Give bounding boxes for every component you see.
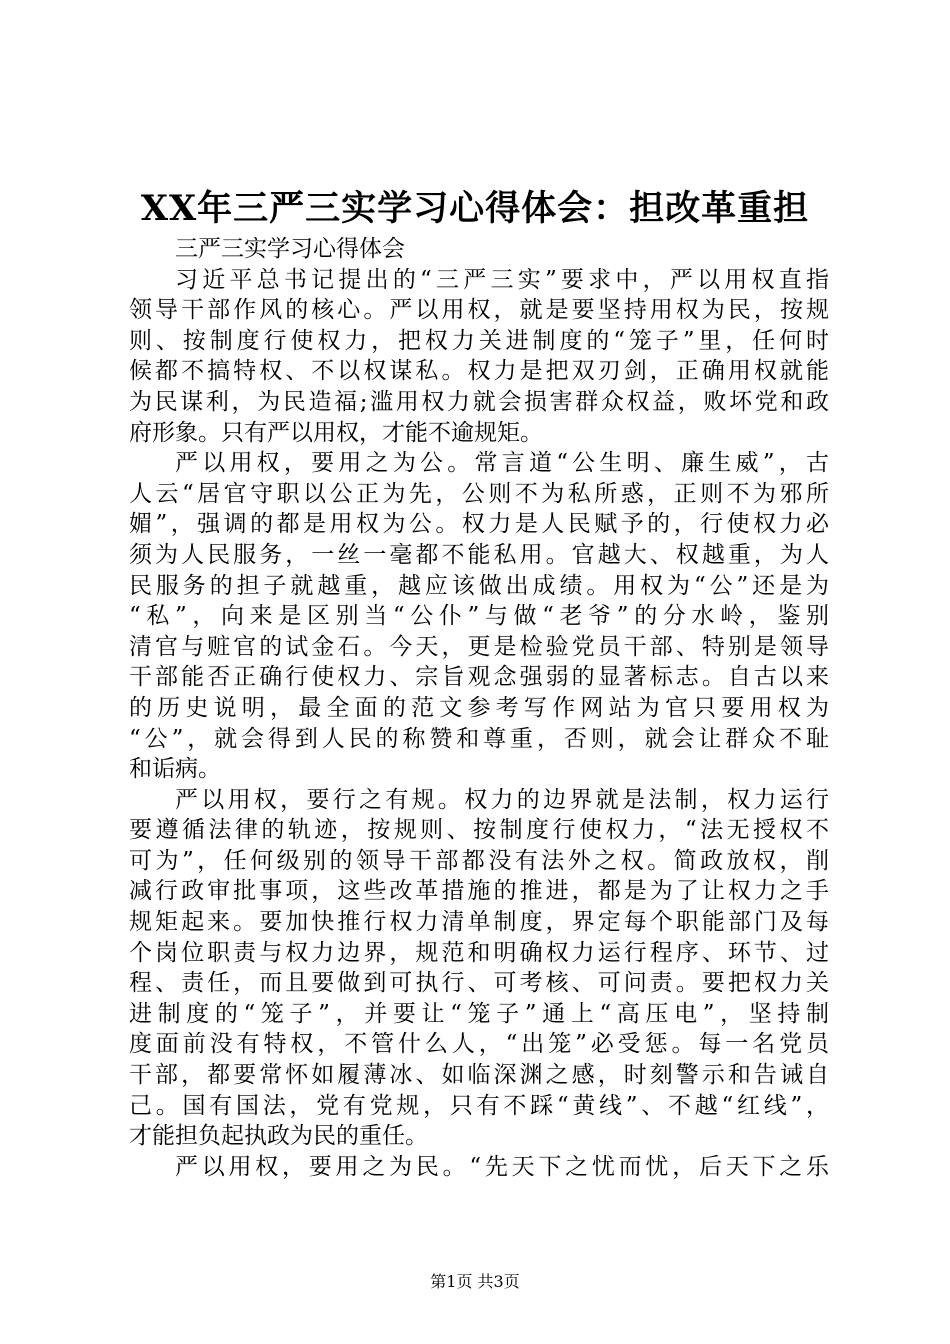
page-footer: 第1页 共3页 [430,1272,520,1291]
text-line: 要遵循法律的轨迹，按规则、按制度行使权力，“法无授权不 [129,817,829,844]
text-line: “私”，向来是区别当“公仆”与做“老爷”的分水岭，鉴别 [129,603,829,630]
text-line: 民服务的担子就越重，越应该做出成绩。用权为“公”还是为 [129,572,829,599]
text-line: 候都不搞特权、不以权谋私。权力是把双刃剑，正确用权就能 [129,358,829,385]
text-line: 严以用权，要行之有规。权力的边界就是法制，权力运行 [175,786,829,813]
text-line: 减行政审批事项，这些改革措施的推进，都是为了让权力之手 [129,878,829,905]
text-line: 严以用权，要用之为民。“先天下之忧而忧，后天下之乐 [175,1153,829,1180]
text-line: 和诟病。 [129,756,221,783]
document-title: XX年三严三实学习心得体会：担改革重担 [140,188,810,229]
text-line: 清官与赃官的试金石。今天，更是检验党员干部、特别是领导 [129,633,829,660]
text-line: 府形象。只有严以用权，才能不逾规矩。 [129,419,543,446]
text-line: 才能担负起执政为民的重任。 [129,1123,428,1150]
text-line: “公”，就会得到人民的称赞和尊重，否则，就会让群众不耻 [129,725,829,752]
text-line: 习近平总书记提出的“三严三实”要求中，严以用权直指 [175,266,829,293]
text-line: 干部能否正确行使权力、宗旨观念强弱的显著标志。自古以来 [129,664,829,691]
text-line: 严以用权，要用之为公。常言道“公生明、廉生威”，古 [175,450,829,477]
text-line: 为民谋利，为民造福;滥用权力就会损害群众权益，败坏党和政 [129,388,829,415]
text-line: 程、责任，而且要做到可执行、可考核、可问责。要把权力关 [129,970,829,997]
text-line: 进制度的“笼子”，并要让“笼子”通上“高压电”，坚持制 [129,1000,829,1027]
text-line: 三严三实学习心得体会 [175,236,405,262]
text-line: 须为人民服务，一丝一毫都不能私用。官越大、权越重，为人 [129,541,829,568]
text-line: 己。国有国法，党有党规，只有不踩“黄线”、不越“红线”， [129,1092,829,1119]
text-line: 个岗位职责与权力边界，规范和明确权力运行程序、环节、过 [129,939,829,966]
text-line: 媚”，强调的都是用权为公。权力是人民赋予的，行使权力必 [129,511,829,538]
text-line: 度面前没有特权，不管什么人，“出笼”必受惩。每一名党员 [129,1031,829,1058]
text-line: 规矩起来。要加快推行权力清单制度，界定每个职能部门及每 [129,909,829,936]
text-line: 可为”，任何级别的领导干部都没有法外之权。简政放权，削 [129,847,829,874]
text-line: 则、按制度行使权力，把权力关进制度的“笼子”里，任何时 [129,327,829,354]
text-line: 干部，都要常怀如履薄冰、如临深渊之感，时刻警示和告诫自 [129,1062,829,1089]
text-line: 人云“居官守职以公正为先，公则不为私所惑，正则不为邪所 [129,480,829,507]
document-body [129,234,829,1182]
text-line: 的历史说明，最全面的范文参考写作网站为官只要用权为 [129,694,829,721]
text-line: 领导干部作风的核心。严以用权，就是要坚持用权为民，按规 [129,297,829,324]
